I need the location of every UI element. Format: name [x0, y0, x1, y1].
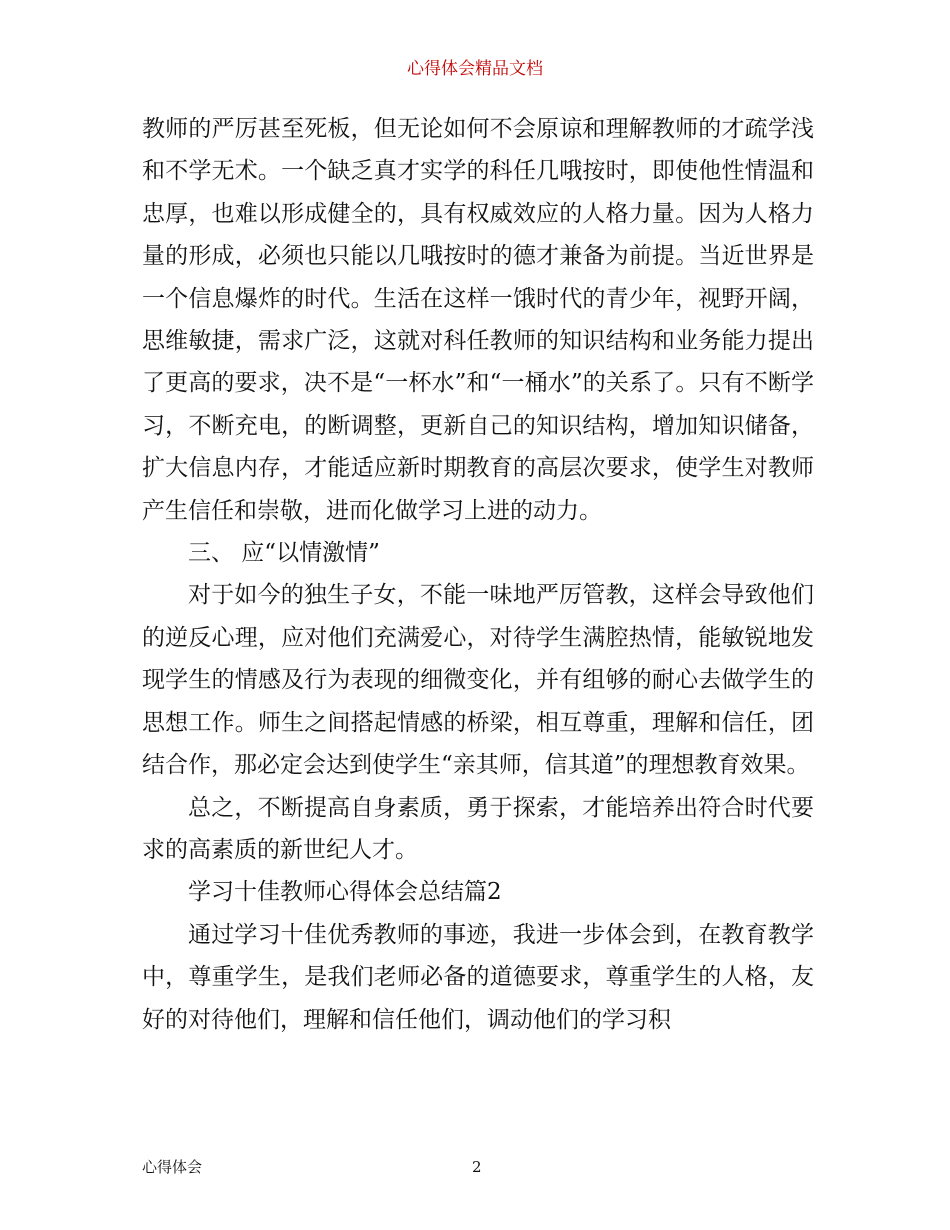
document-body — [142, 108, 814, 1041]
article-title: 学习十佳教师心得体会总结篇2 — [188, 879, 502, 906]
page-footer — [142, 1156, 814, 1178]
body-paragraph-4: 通过学习十佳优秀教师的事迹，我进一步体会到，在教育教学中，尊重学生，是我们老师必备的道德要求，尊重学生的人格，友好的对待他们，理解和信任他们，调动他们的学习积 — [142, 921, 814, 1033]
body-paragraph-3: 总之，不断提高自身素质，勇于探索，才能培养出符合时代要求的高素质的新世纪人才。 — [142, 794, 814, 863]
page-header-title: 心得体会精品文档 — [407, 59, 543, 79]
body-paragraph-2: 对于如今的独生子女，不能一味地严厉管教，这样会导致他们的逆反心理，应对他们充满爱心，对待学生满腔热情，能敏锐地发现学生的情感及行为表现的细微变化，并有组够的耐心去做学生的思想工作。师生之间搭起情感的桥梁，相互尊重，理解和信任，团结合作，那必定会达到使学生“亲其师，信其道”的理想教育效果。 — [142, 582, 814, 779]
page-number: 2 — [472, 1158, 482, 1176]
section-heading-3: 三、 应“以情激情” — [188, 540, 380, 567]
body-paragraph-1: 教师的严厉甚至死板，但无论如何不会原谅和理解教师的才疏学浅和不学无术。一个缺乏真才实学的科任几哦按时，即使他性情温和忠厚，也难以形成健全的，具有权威效应的人格力量。因为人格力量的形成，必须也只能以几哦按时的德才兼备为前提。当近世界是一个信息爆炸的时代。生活在这样一饿时代的青少年，视野开阔，思维敏捷，需求广泛，这就对科任教师的知识结构和业务能力提出了更高的要求，决不是“一杯水”和“一桶水”的关系了。只有不断学习，不断充电，的断调整，更新自己的知识结构，增加知识储备，扩大信息内存，才能适应新时期教育的高层次要求，使学生对教师产生信任和崇敬，进而化做学习上进的动力。 — [142, 116, 814, 524]
footer-label: 心得体会 — [142, 1158, 203, 1176]
